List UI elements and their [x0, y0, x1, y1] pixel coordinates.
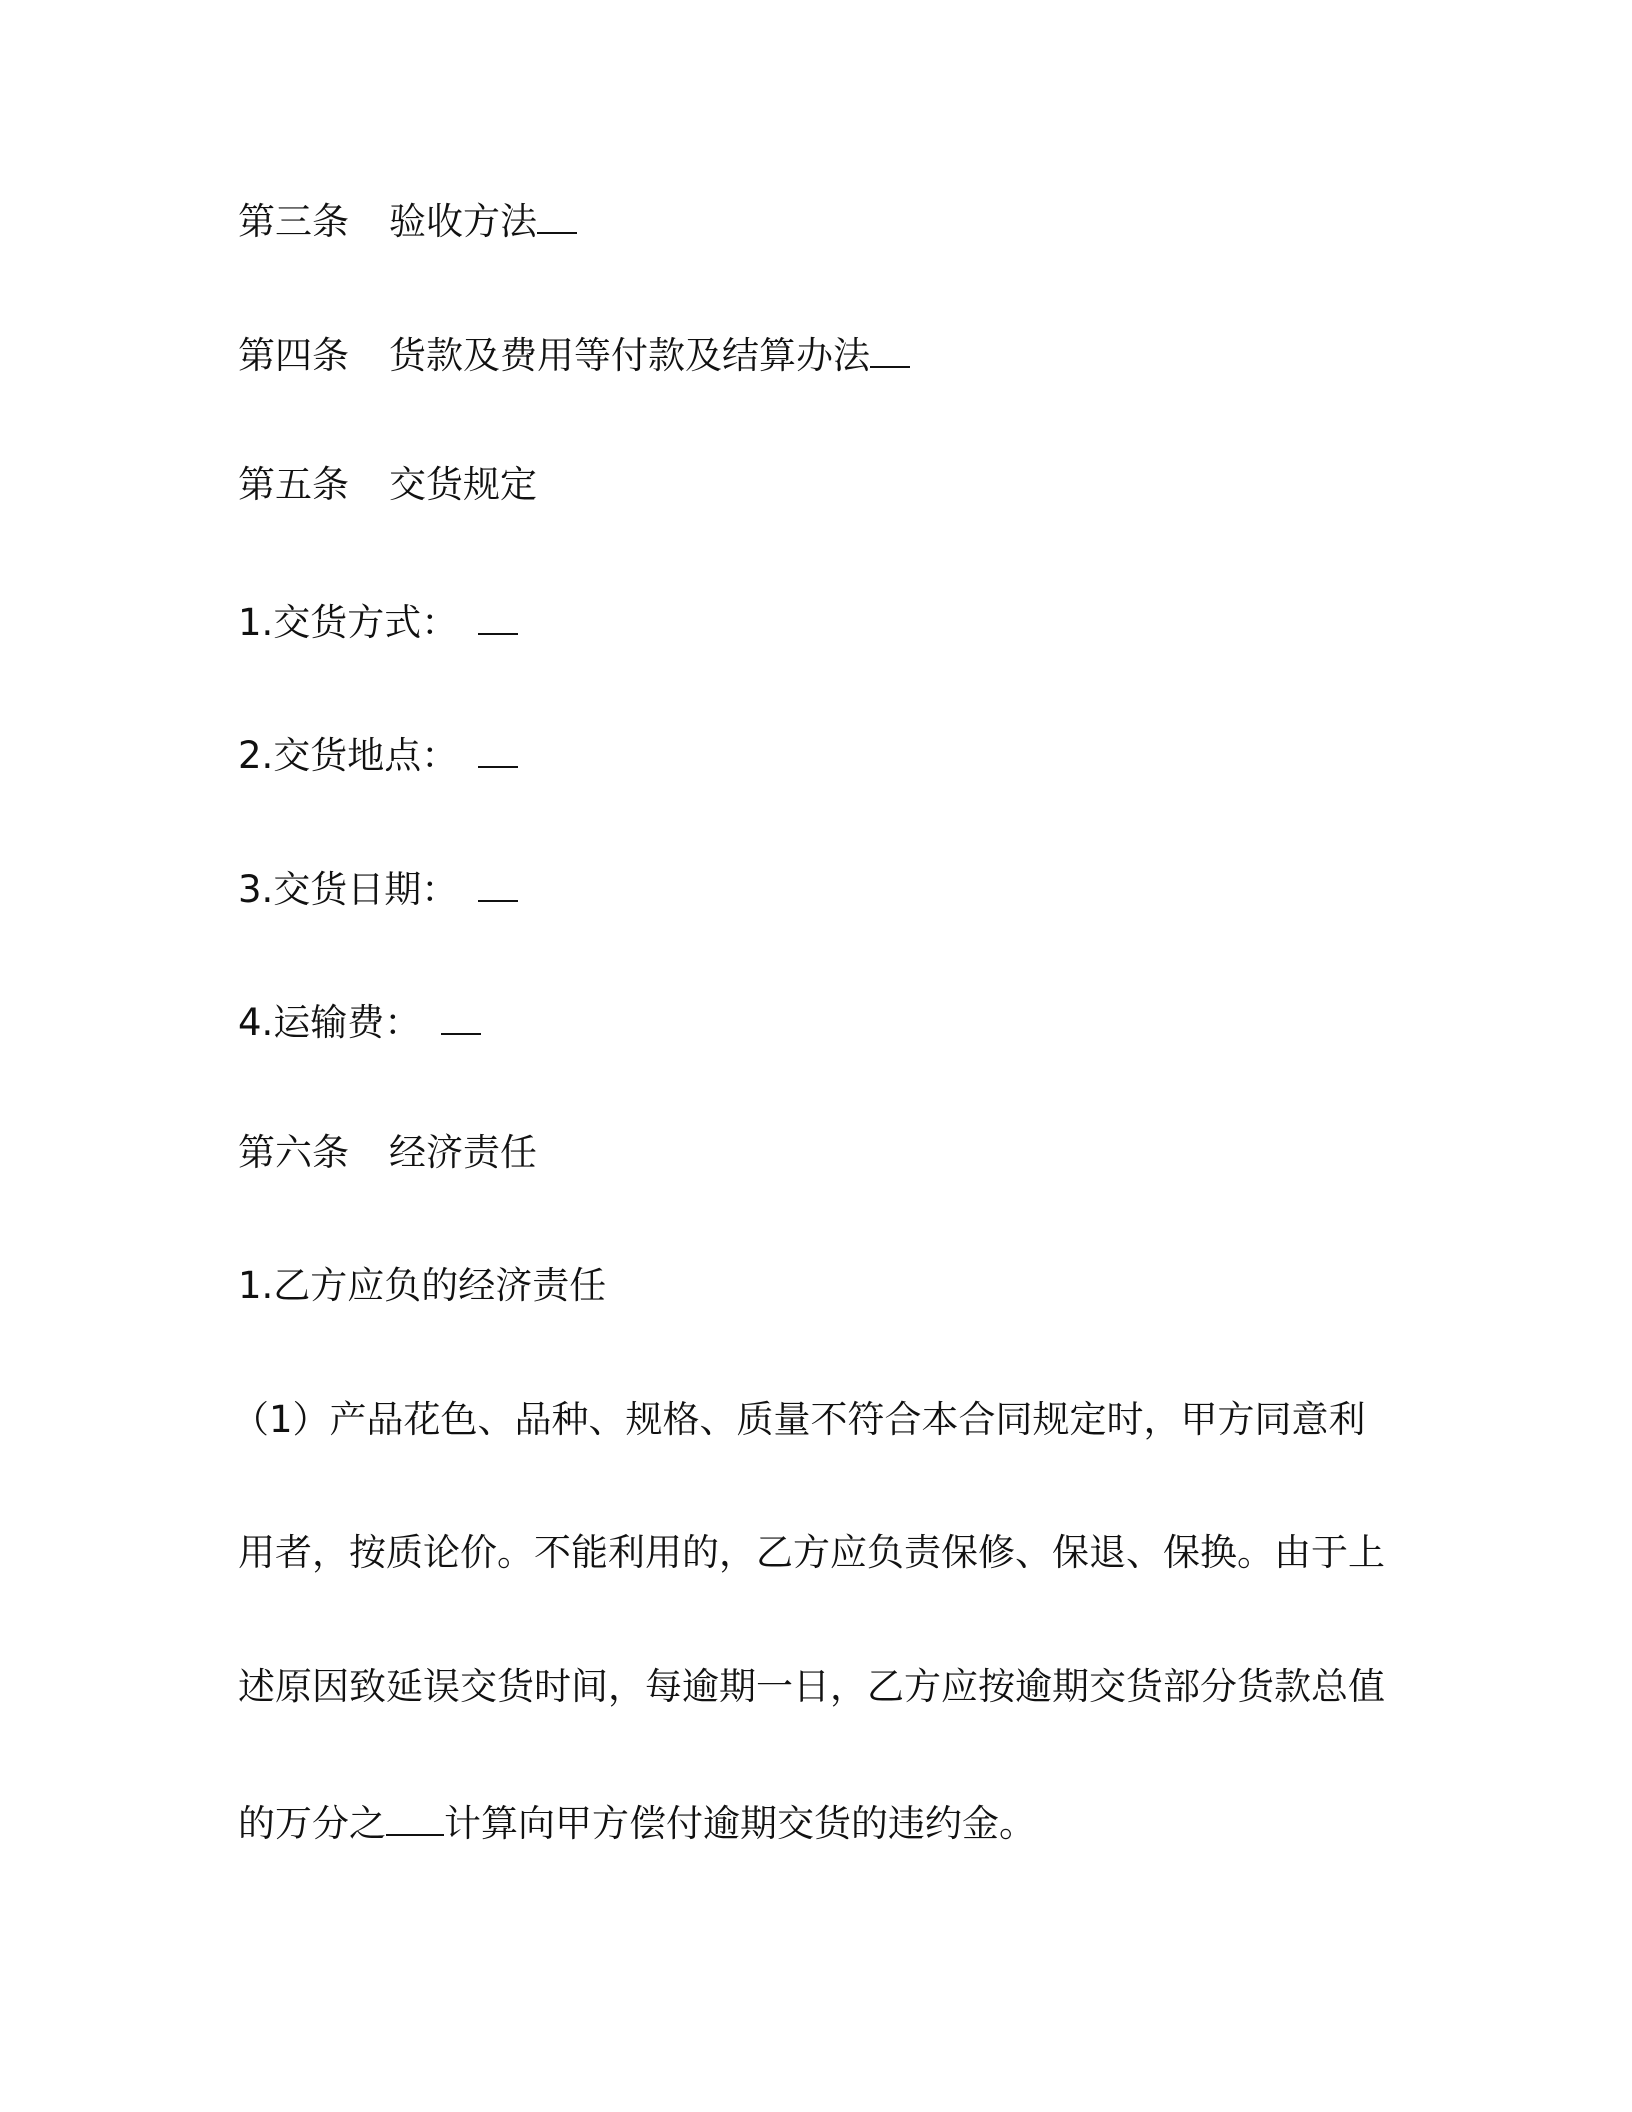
fill-blank-acceptance-method[interactable]	[537, 194, 577, 234]
delivery-method-line	[238, 595, 518, 643]
party-b-liability-heading: 1.乙方应负的经济责任	[238, 1264, 607, 1307]
article-5-label: 第五条	[238, 463, 349, 506]
delivery-location-label: 2.交货地点：	[238, 734, 459, 777]
paragraph-line-3: 述原因致延误交货时间，每逾期一日，乙方应按逾期交货部分货款总值	[238, 1665, 1385, 1708]
article-3-heading	[238, 194, 577, 242]
article-6-title: 经济责任	[389, 1131, 537, 1174]
fill-blank-shipping-fee[interactable]	[441, 995, 481, 1035]
fill-blank-delivery-date[interactable]	[478, 862, 518, 902]
fill-blank-penalty-rate[interactable]	[386, 1796, 444, 1836]
fill-blank-delivery-method[interactable]	[478, 595, 518, 635]
fill-blank-payment-method[interactable]	[870, 328, 910, 368]
article-6-label: 第六条	[238, 1131, 349, 1174]
article-5-title: 交货规定	[389, 463, 537, 506]
delivery-date-label: 3.交货日期：	[238, 868, 459, 911]
article-6-heading	[238, 1129, 537, 1177]
article-3-title: 验收方法	[389, 200, 537, 243]
delivery-date-line	[238, 862, 518, 910]
paragraph-line-4-start: 的万分之	[238, 1802, 386, 1845]
fill-blank-delivery-location[interactable]	[478, 728, 518, 768]
shipping-fee-line	[238, 995, 481, 1043]
article-3-label: 第三条	[238, 200, 349, 243]
paragraph-line-2: 用者，按质论价。不能利用的，乙方应负责保修、保退、保换。由于上	[238, 1531, 1385, 1574]
article-4-title: 货款及费用等付款及结算办法	[389, 334, 870, 377]
paragraph-line-4-end: 计算向甲方偿付逾期交货的违约金。	[444, 1802, 1036, 1845]
article-5-heading	[238, 461, 537, 509]
delivery-location-line	[238, 728, 518, 776]
shipping-fee-label: 4.运输费：	[238, 1001, 422, 1044]
paragraph-line-4	[238, 1796, 1036, 1844]
delivery-method-label: 1.交货方式：	[238, 601, 459, 644]
article-4-label: 第四条	[238, 334, 349, 377]
article-4-heading	[238, 328, 910, 376]
paragraph-line-1: （1）产品花色、品种、规格、质量不符合本合同规定时，甲方同意利	[232, 1398, 1366, 1441]
